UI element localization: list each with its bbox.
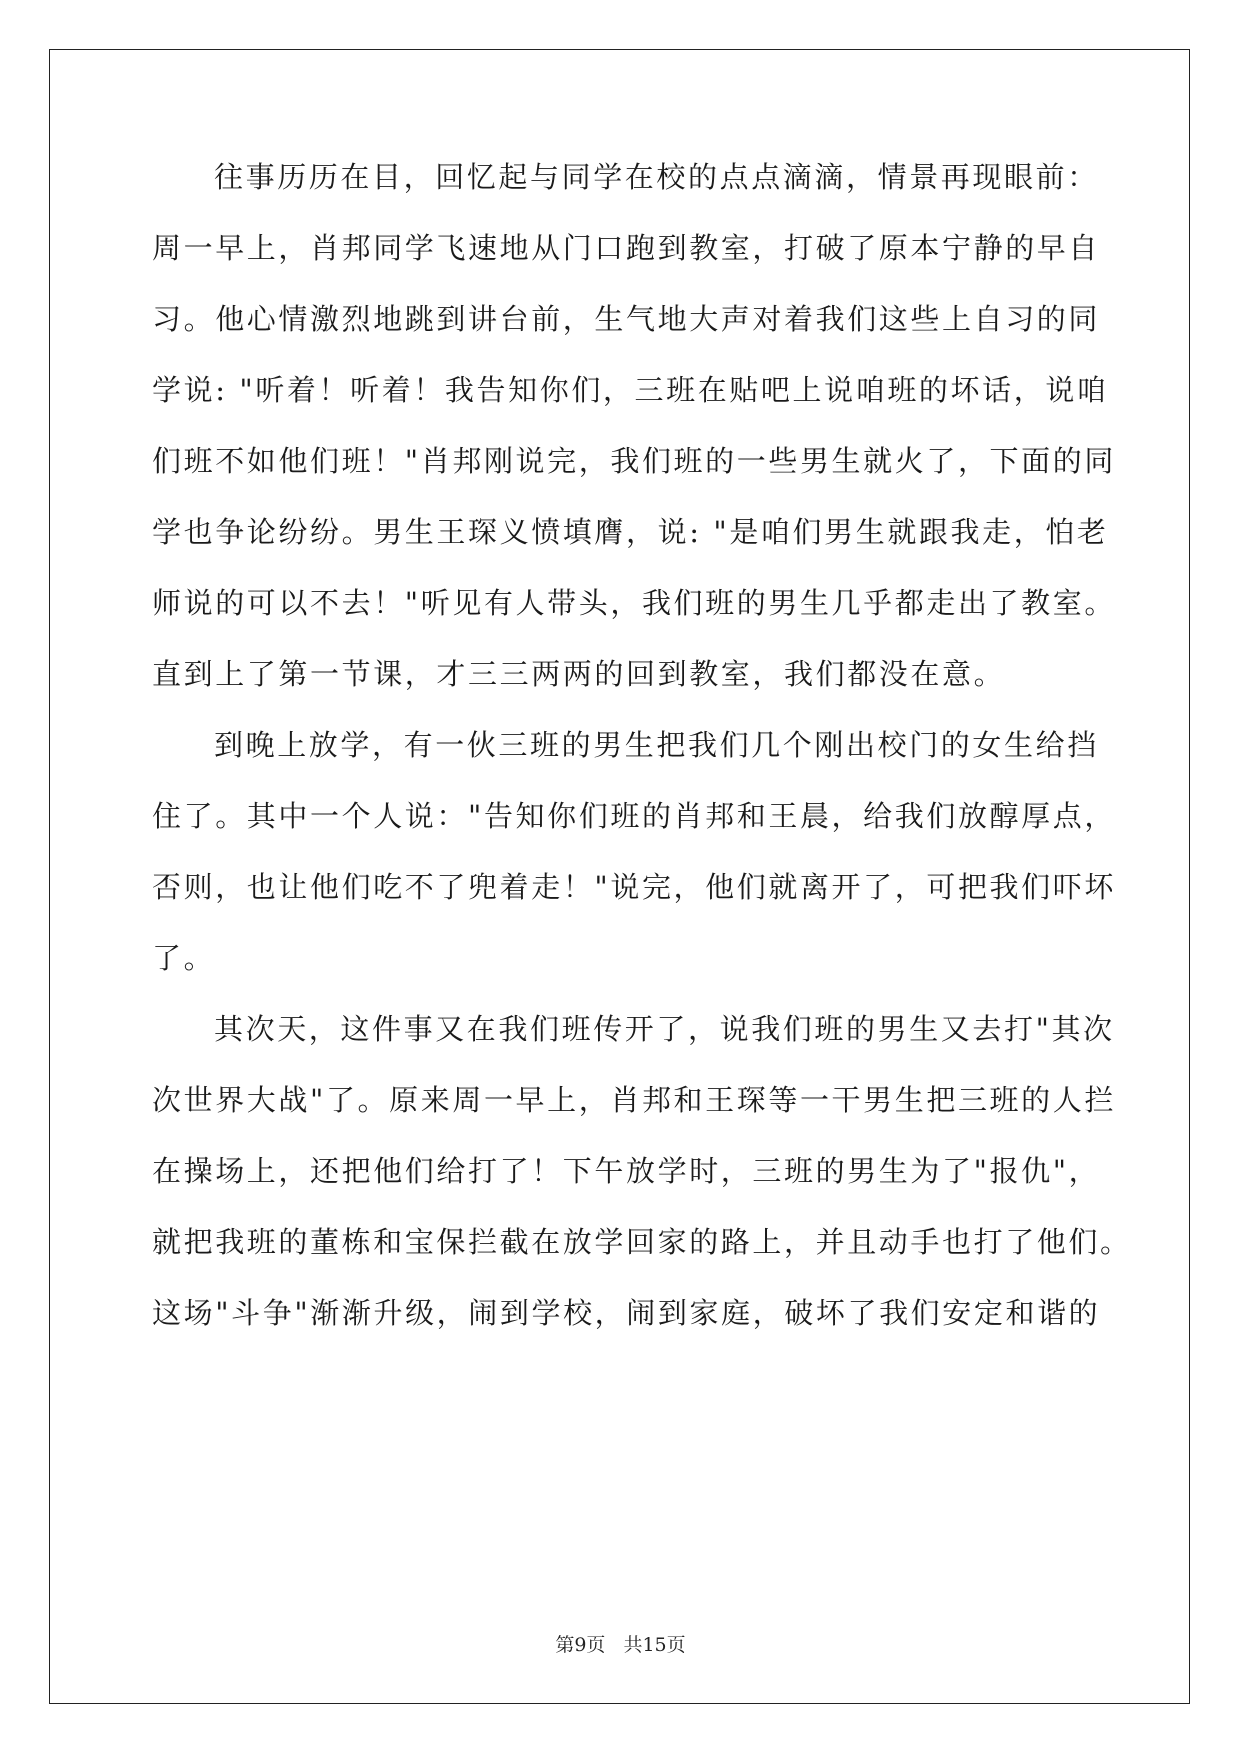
- text-line: 了。: [152, 941, 216, 975]
- page-number: 第9页: [555, 1634, 606, 1656]
- text-line: 这场"斗争"渐渐升级，闹到学校，闹到家庭，破坏了我们安定和谐的: [152, 1296, 1101, 1330]
- text-line: 们班不如他们班！"肖邦刚说完，我们班的一些男生就火了，下面的同: [152, 444, 1116, 478]
- text-line: 学也争论纷纷。男生王琛义愤填膺，说: "是咱们男生就跟我走，怕老: [152, 515, 1109, 549]
- text-line: 否则，也让他们吃不了兜着走！"说完，他们就离开了，可把我们吓坏: [152, 870, 1116, 904]
- text-line: 到晚上放学，有一伙三班的男生把我们几个刚出校门的女生给挡: [214, 728, 1099, 762]
- total-pages: 共15页: [623, 1634, 686, 1656]
- text-line: 往事历历在目，回忆起与同学在校的点点滴滴，情景再现眼前：: [214, 160, 1099, 194]
- text-line: 在操场上，还把他们给打了！下午放学时，三班的男生为了"报仇"，: [152, 1154, 1101, 1188]
- text-line: 学说: "听着！听着！我告知你们，三班在贴吧上说咱班的坏话，说咱: [152, 373, 1109, 407]
- text-line: 习。他心情激烈地跳到讲台前，生气地大声对着我们这些上自习的同: [152, 302, 1101, 336]
- page-footer: [0, 1630, 1241, 1657]
- text-line: 其次天，这件事又在我们班传开了，说我们班的男生又去打"其次: [214, 1012, 1115, 1046]
- text-line: 周一早上，肖邦同学飞速地从门口跑到教室，打破了原本宁静的早自: [152, 231, 1101, 265]
- text-line: 住了。其中一个人说："告知你们班的肖邦和王晨，给我们放醇厚点，: [152, 799, 1116, 833]
- text-line: 次世界大战"了。原来周一早上，肖邦和王琛等一干男生把三班的人拦: [152, 1083, 1116, 1117]
- text-line: 师说的可以不去！"听见有人带头，我们班的男生几乎都走出了教室。: [152, 586, 1116, 620]
- text-line: 直到上了第一节课，才三三两两的回到教室，我们都没在意。: [152, 657, 1006, 691]
- text-line: 就把我班的董栋和宝保拦截在放学回家的路上，并且动手也打了他们。: [152, 1225, 1132, 1259]
